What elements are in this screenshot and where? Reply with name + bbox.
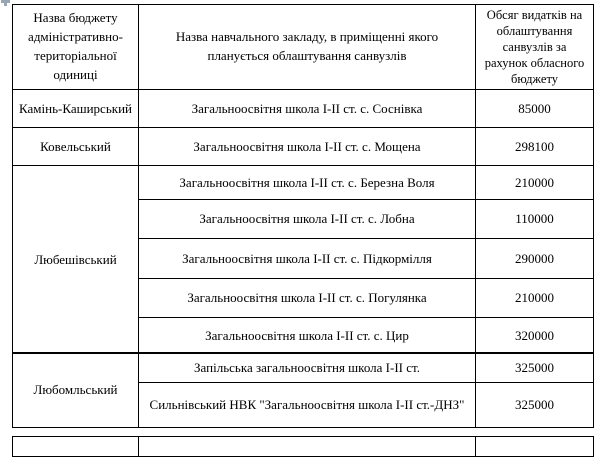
school-cell: Загальноосвітня школа І-ІІ ст. с. Березна Воля xyxy=(139,166,476,200)
amount-cell: 110000 xyxy=(476,200,594,239)
header-cell-school: Назва навчального закладу, в приміщенні якого планується облаштування санвузлів xyxy=(139,5,476,90)
district-cell xyxy=(13,437,139,457)
amount-cell xyxy=(476,437,594,457)
table-header-row xyxy=(13,5,594,90)
amount-cell: 320000 xyxy=(476,318,594,354)
header-cell-amount: Обсяг видатків на облаштування санвузлів за рахунок обласного бюджету xyxy=(476,5,594,90)
table-row xyxy=(13,353,594,383)
amount-cell: 325000 xyxy=(476,353,594,383)
school-cell xyxy=(139,437,476,457)
amount-cell: 85000 xyxy=(476,90,594,128)
school-cell: Загальноосвітня школа І-ІІ ст. с. Цир xyxy=(139,318,476,354)
amount-cell: 210000 xyxy=(476,166,594,200)
amount-cell: 290000 xyxy=(476,239,594,279)
amount-cell: 298100 xyxy=(476,128,594,166)
school-cell: Загальноосвітня школа І-ІІ ст. с. Соснівка xyxy=(139,90,476,128)
table-row xyxy=(13,437,594,457)
budget-table xyxy=(12,4,594,354)
budget-table-continued xyxy=(12,352,594,428)
school-cell: Загальноосвітня школа І-ІІ ст. с. Лобна xyxy=(139,200,476,239)
table-move-handle-icon[interactable] xyxy=(1,0,10,6)
amount-cell: 210000 xyxy=(476,279,594,318)
header-cell-district: Назва бюджету адміністративно-територіальної одиниці xyxy=(13,5,139,90)
next-table-sliver xyxy=(12,436,594,457)
district-cell: Ковельський xyxy=(13,128,139,166)
school-cell: Загальноосвітня школа І-ІІ ст. с. Підкормілля xyxy=(139,239,476,279)
school-cell: Сильнівський НВК "Загальноосвітня школа І-ІІ ст.-ДНЗ" xyxy=(139,383,476,428)
district-cell: Любешівський xyxy=(13,166,139,354)
table-row xyxy=(13,90,594,128)
school-cell: Загальноосвітня школа І-ІІ ст. с. Мощена xyxy=(139,128,476,166)
table-row xyxy=(13,166,594,200)
district-cell: Камінь-Каширський xyxy=(13,90,139,128)
school-cell: Загальноосвітня школа І-ІІ ст. с. Погулянка xyxy=(139,279,476,318)
district-cell: Любомльський xyxy=(13,353,139,428)
amount-cell: 325000 xyxy=(476,383,594,428)
school-cell: Запільська загальноосвітня школа І-ІІ ст. xyxy=(139,353,476,383)
table-row xyxy=(13,128,594,166)
